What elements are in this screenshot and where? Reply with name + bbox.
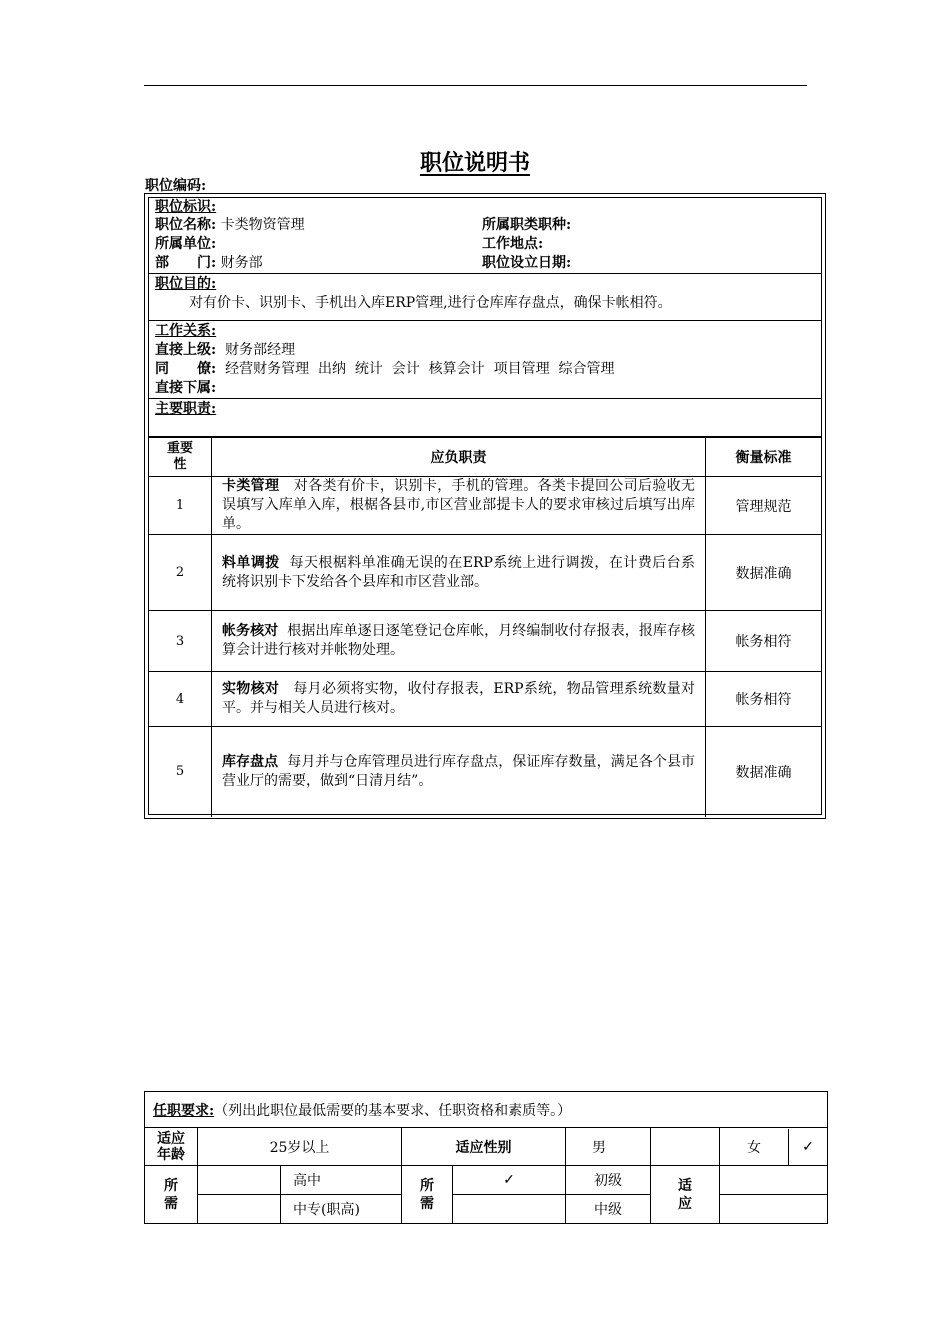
table-row: [149, 535, 821, 611]
row-index: 5: [149, 727, 212, 817]
standard-cell: 帐务相符: [706, 672, 822, 727]
education-row-1: [145, 1166, 828, 1195]
table-row: [149, 611, 821, 672]
row-index: 3: [149, 611, 212, 672]
education-row-2: [145, 1195, 828, 1224]
category-label: 所属职类职种:: [482, 217, 572, 233]
position-name-line: [155, 216, 305, 235]
duty-table: [149, 437, 821, 817]
relations-heading: 工作关系:: [155, 323, 217, 339]
age-value: 25岁以上: [198, 1128, 402, 1166]
requirements-note: （列出此职位最低需要的基本要求、任职资格和素质等。）: [214, 1102, 572, 1119]
superior-label: 直接上级:: [155, 342, 217, 358]
standard-cell: 管理规范: [706, 477, 822, 535]
header-importance: 重要性: [149, 438, 212, 477]
education-empty-3: [453, 1195, 566, 1224]
department-value: 财务部: [220, 255, 263, 271]
peers-line: [155, 360, 614, 379]
female-label: 女: [720, 1129, 789, 1165]
requirements-heading: 任职要求:: [153, 1102, 215, 1119]
location-label: 工作地点:: [482, 236, 544, 252]
purpose-text: 对有价卡、识别卡、手机出入库ERP管理,进行仓库库存盘点，确保卡帐相符。: [189, 295, 672, 311]
duty-text: 每天根椐料单准确无误的在ERP系统上进行调拨，在计费后台系统将识别卡下发给各个县库和市区营业部。: [222, 554, 696, 590]
position-code-label: 职位编码:: [145, 178, 207, 194]
department-label: 部 门:: [155, 255, 217, 271]
education-empty-2: [198, 1195, 281, 1224]
duties-section: [149, 399, 821, 437]
fit-empty-1: [720, 1166, 828, 1195]
standard-cell: 帐务相符: [706, 611, 822, 672]
row-index: 1: [149, 477, 212, 535]
table-row: [149, 477, 821, 535]
duty-title: 料单调拨: [222, 554, 280, 571]
fit-label: 适应: [651, 1166, 720, 1224]
superior-value: 财务部经理: [225, 342, 296, 358]
gender-label: 适应性别: [402, 1128, 566, 1166]
duty-text: 每月并与仓库管理员进行库存盘点，保证库存数量，满足各个县市营业厅的需要，做到“日清月结”。: [222, 753, 696, 789]
identity-section: [149, 198, 821, 274]
requirements-heading-cell: [145, 1092, 828, 1128]
duty-cell: [212, 477, 706, 535]
subordinate-label: 直接下属:: [155, 380, 217, 396]
header-rule: [144, 85, 807, 86]
duty-text: 对各类有价卡，识别卡，手机的管理。各类卡提回公司后验收无误填写入库单入库，根椐各县市,市区营业部提卡人的要求审核过后填写出库单。: [222, 478, 696, 532]
duty-cell: [212, 672, 706, 727]
identity-heading: 职位标识:: [155, 199, 217, 215]
page-title: 职位说明书: [419, 150, 530, 176]
fit-empty-2: [720, 1195, 828, 1224]
requirements-table: [144, 1091, 828, 1224]
standard-cell: 数据准确: [706, 535, 822, 611]
unit-label: 所属单位:: [155, 236, 217, 252]
relations-section: [149, 321, 821, 399]
duty-table-header: [149, 438, 821, 477]
standard-cell: 数据准确: [706, 727, 822, 817]
table-row: [149, 672, 821, 727]
header-duty: 应负职责: [212, 438, 706, 477]
position-name-label: 职位名称:: [155, 217, 217, 233]
position-name-value: 卡类物资管理: [220, 217, 305, 233]
purpose-heading: 职位目的:: [155, 276, 217, 292]
peers-value: 经营财务管理 出纳 统计 会计 核算会计 项目管理 综合管理: [225, 361, 615, 377]
level-junior: 初级: [566, 1166, 651, 1195]
education-label: 所需: [145, 1166, 198, 1224]
department-line: [155, 254, 263, 273]
established-date-label: 职位设立日期:: [482, 255, 572, 271]
education-empty-1: [198, 1166, 281, 1195]
male-check: [651, 1128, 720, 1166]
duty-title: 卡类管理: [222, 478, 280, 494]
duty-title: 库存盘点: [222, 753, 279, 770]
education-label-2: 所需: [402, 1166, 453, 1224]
age-label: 适应年龄: [145, 1128, 198, 1166]
duty-text: 根据出库单逐日逐笔登记仓库帐，月终编制收付存报表，报库存核算会计进行核对并帐物处理。: [222, 623, 696, 658]
table-row: [149, 727, 821, 817]
level-mid: 中级: [566, 1195, 651, 1224]
requirements-heading-row: [145, 1092, 828, 1128]
male-label: 男: [566, 1128, 651, 1166]
duty-cell: [212, 727, 706, 817]
superior-line: [155, 341, 295, 360]
duty-cell: [212, 611, 706, 672]
education-high: 高中: [281, 1166, 402, 1195]
header-standard: 衡量标准: [706, 438, 822, 477]
row-index: 4: [149, 672, 212, 727]
duty-title: 帐务核对: [222, 623, 279, 639]
education-check: ✓: [453, 1166, 566, 1195]
duty-title: 实物核对: [222, 681, 280, 697]
age-gender-row: [145, 1128, 828, 1166]
female-check: ✓: [802, 1138, 814, 1155]
female-cell: [720, 1128, 828, 1166]
purpose-section: [149, 274, 821, 321]
peers-label: 同 僚:: [155, 361, 217, 377]
education-mid: 中专(职高): [281, 1195, 402, 1224]
duty-text: 每月必须将实物，收付存报表，ERP系统，物品管理系统数量对平。并与相关人员进行核对。: [222, 681, 696, 716]
job-description-body: [148, 197, 822, 815]
row-index: 2: [149, 535, 212, 611]
duty-cell: [212, 535, 706, 611]
duties-heading: 主要职责:: [155, 401, 217, 417]
